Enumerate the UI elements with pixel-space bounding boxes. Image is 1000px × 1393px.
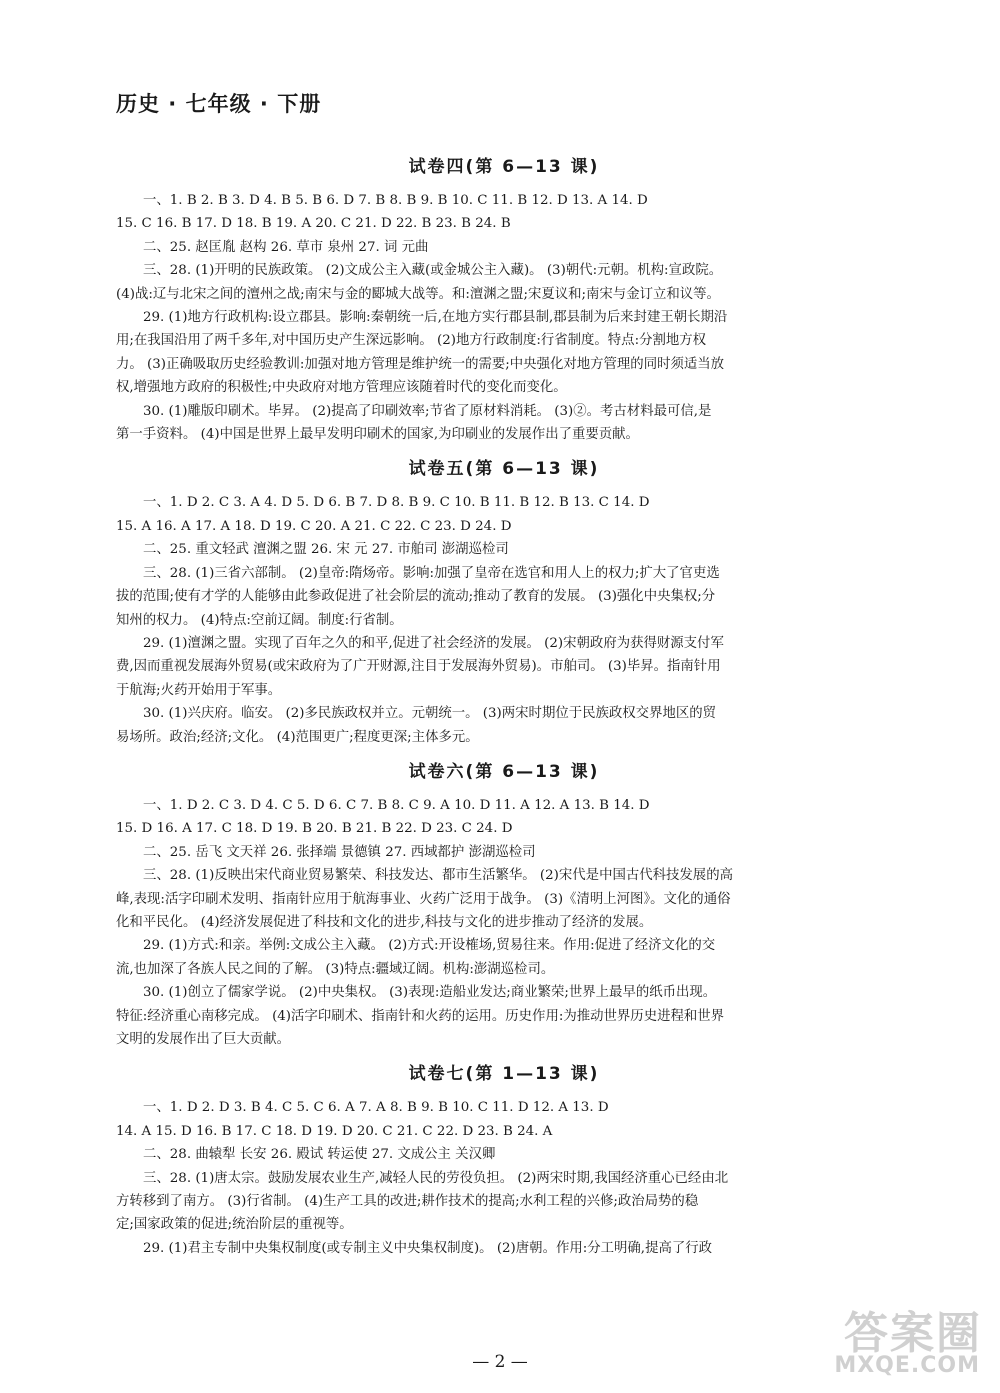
answer-line: 15. D 16. A 17. C 18. D 19. B 20. B 21. B 22. D 23. C 24. D [116, 821, 513, 837]
running-header: 历史 · 七年级 · 下册 [116, 92, 322, 116]
answer-line: 峰,表现:活字印刷术发明、指南针应用于航海事业、火药广泛用于战争。 (3)《清明上河图》。文化的通俗 [116, 891, 731, 907]
section-title: 试卷四(第 6—13 课) [408, 157, 600, 177]
answer-line: 费,因而重视发展海外贸易(或宋政府为了广开财源,注目于发展海外贸易)。市舶司。 (3)毕昇。指南针用 [116, 659, 721, 675]
answer-line: 30. (1)创立了儒家学说。 (2)中央集权。 (3)表现:造船业发达;商业繁荣;世界上最早的纸币出现。 [143, 985, 717, 1001]
answer-line: 第一手资料。 (4)中国是世界上最早发明印刷术的国家,为印刷业的发展作出了重要贡献。 [116, 427, 639, 443]
answer-line: 一、1. D 2. C 3. A 4. D 5. D 6. B 7. D 8. B 9. C 10. B 11. B 12. B 13. C 14. D [143, 495, 650, 511]
answer-line: 30. (1)雕版印刷术。毕昇。 (2)提高了印刷效率;节省了原材料消耗。 (3)②。考古材料最可信,是 [143, 403, 712, 419]
answer-line: 一、1. D 2. D 3. B 4. C 5. C 6. A 7. A 8. B 9. B 10. C 11. D 12. A 13. D [143, 1100, 609, 1116]
answer-line: 29. (1)方式:和亲。举例:文成公主入藏。 (2)方式:开设榷场,贸易往来。作用:促进了经济文化的交 [143, 938, 716, 954]
answer-line: 文明的发展作出了巨大贡献。 [116, 1032, 291, 1047]
test-section [116, 1059, 892, 1260]
answer-line: 14. A 15. D 16. B 17. C 18. D 19. D 20. C 21. C 22. D 23. B 24. A [116, 1123, 553, 1139]
answer-line: 三、28. (1)开明的民族政策。 (2)文成公主入藏(或金城公主入藏)。 (3)朝代:元朝。机构:宣政院。 [143, 263, 723, 279]
test-section [116, 757, 892, 1051]
answer-line: 流,也加深了各族人民之间的了解。 (3)特点:疆域辽阔。机构:澎湖巡检司。 [116, 961, 555, 977]
answer-line: 知州的权力。 (4)特点:空前辽阔。制度:行省制。 [116, 612, 403, 628]
answer-line: 三、28. (1)三省六部制。 (2)皇帝:隋炀帝。影响:加强了皇帝在选官和用人上的权力;扩大了官吏选 [143, 565, 720, 581]
answer-line: 三、28. (1)唐太宗。鼓励发展农业生产,减轻人民的劳役负担。 (2)两宋时期,我国经济重心已经由北 [143, 1170, 729, 1186]
answer-line: (4)战:辽与北宋之间的澶州之战;南宋与金的郾城大战等。和:澶渊之盟;宋夏议和;南宋与金订立和议等。 [116, 286, 720, 302]
answer-line: 二、28. 曲辕犁 长安 26. 殿试 转运使 27. 文成公主 关汉卿 [143, 1147, 496, 1163]
answer-line: 15. A 16. A 17. A 18. D 19. C 20. A 21. C 22. C 23. D 24. D [116, 518, 512, 534]
answer-line: 二、25. 重文轻武 澶渊之盟 26. 宋 元 27. 市舶司 澎湖巡检司 [143, 542, 509, 558]
answer-line: 权,增强地方政府的积极性;中央政府对地方管理应该随着时代的变化而变化。 [116, 380, 567, 396]
watermark-url: MXQE.COM [834, 1353, 980, 1378]
answer-line: 一、1. B 2. B 3. D 4. B 5. B 6. D 7. B 8. B 9. B 10. C 11. B 12. D 13. A 14. D [143, 193, 648, 208]
test-section [116, 454, 892, 748]
watermark-title: 答案圈 [844, 1308, 982, 1359]
answer-line: 用;在我国沿用了两千多年,对中国历史产生深远影响。 (2)地方行政制度:行省制度。特点:分割地方权 [116, 333, 707, 349]
answer-line: 29. (1)君主专制中央集权制度(或专制主义中央集权制度)。 (2)唐朝。作用:分工明确,提高了行政 [143, 1240, 713, 1256]
page-number: — 2 — [472, 1352, 528, 1372]
answer-line: 化和平民化。 (4)经济发展促进了科技和文化的进步,科技与文化的进步推动了经济的发展。 [116, 914, 653, 930]
answer-line: 30. (1)兴庆府。临安。 (2)多民族政权并立。元朝统一。 (3)两宋时期位于民族政权交界地区的贸 [143, 706, 717, 722]
section-title: 试卷六(第 6—13 课) [408, 761, 600, 782]
answer-line: 二、25. 赵匡胤 赵构 26. 草市 泉州 27. 词 元曲 [143, 239, 429, 255]
section-title: 试卷五(第 6—13 课) [408, 459, 600, 480]
answer-line: 29. (1)地方行政机构:设立郡县。影响:秦朝统一后,在地方实行郡县制,郡县制为后来封建王朝长期沿 [143, 310, 728, 326]
answer-line: 于航海;火药开始用于军事。 [116, 682, 282, 698]
answer-line: 29. (1)澶渊之盟。实现了百年之久的和平,促进了社会经济的发展。 (2)宋朝政府为获得财源支付军 [143, 635, 724, 651]
answer-line: 一、1. D 2. C 3. D 4. C 5. D 6. C 7. B 8. C 9. A 10. D 11. A 12. A 13. B 14. D [143, 797, 650, 813]
answer-line: 力。 (3)正确吸取历史经验教训:加强对地方管理是维护统一的需要;中央强化对地方管理的同时须适当放 [116, 356, 725, 372]
answer-line: 三、28. (1)反映出宋代商业贸易繁荣、科技发达、都市生活繁华。 (2)宋代是中国古代科技发展的高 [143, 868, 733, 884]
answer-line: 易场所。政治;经济;文化。 (4)范围更广;程度更深;主体多元。 [116, 729, 479, 745]
watermark-logo [824, 1295, 992, 1387]
answer-line: 特征:经济重心南移完成。 (4)活字印刷术、指南针和火药的运用。历史作用:为推动世界历史进程和世界 [116, 1008, 725, 1024]
answer-line: 二、25. 岳飞 文天祥 26. 张择端 景德镇 27. 西域都护 澎湖巡检司 [143, 844, 536, 860]
section-title: 试卷七(第 1—13 课) [408, 1064, 600, 1085]
answer-line: 定;国家政策的促进;统治阶层的重视等。 [116, 1217, 353, 1233]
answer-content [116, 146, 892, 1268]
test-section [116, 152, 892, 446]
answer-line: 15. C 16. B 17. D 18. B 19. A 20. C 21. D 22. B 23. B 24. B [116, 216, 511, 232]
answer-line: 方转移到了南方。 (3)行省制。 (4)生产工具的改进;耕作技术的提高;水利工程的兴修;政治局势的稳 [116, 1194, 699, 1210]
answer-line: 拔的范围;使有才学的人能够由此参政促进了社会阶层的流动;推动了教育的发展。 (3)强化中央集权;分 [116, 589, 716, 605]
